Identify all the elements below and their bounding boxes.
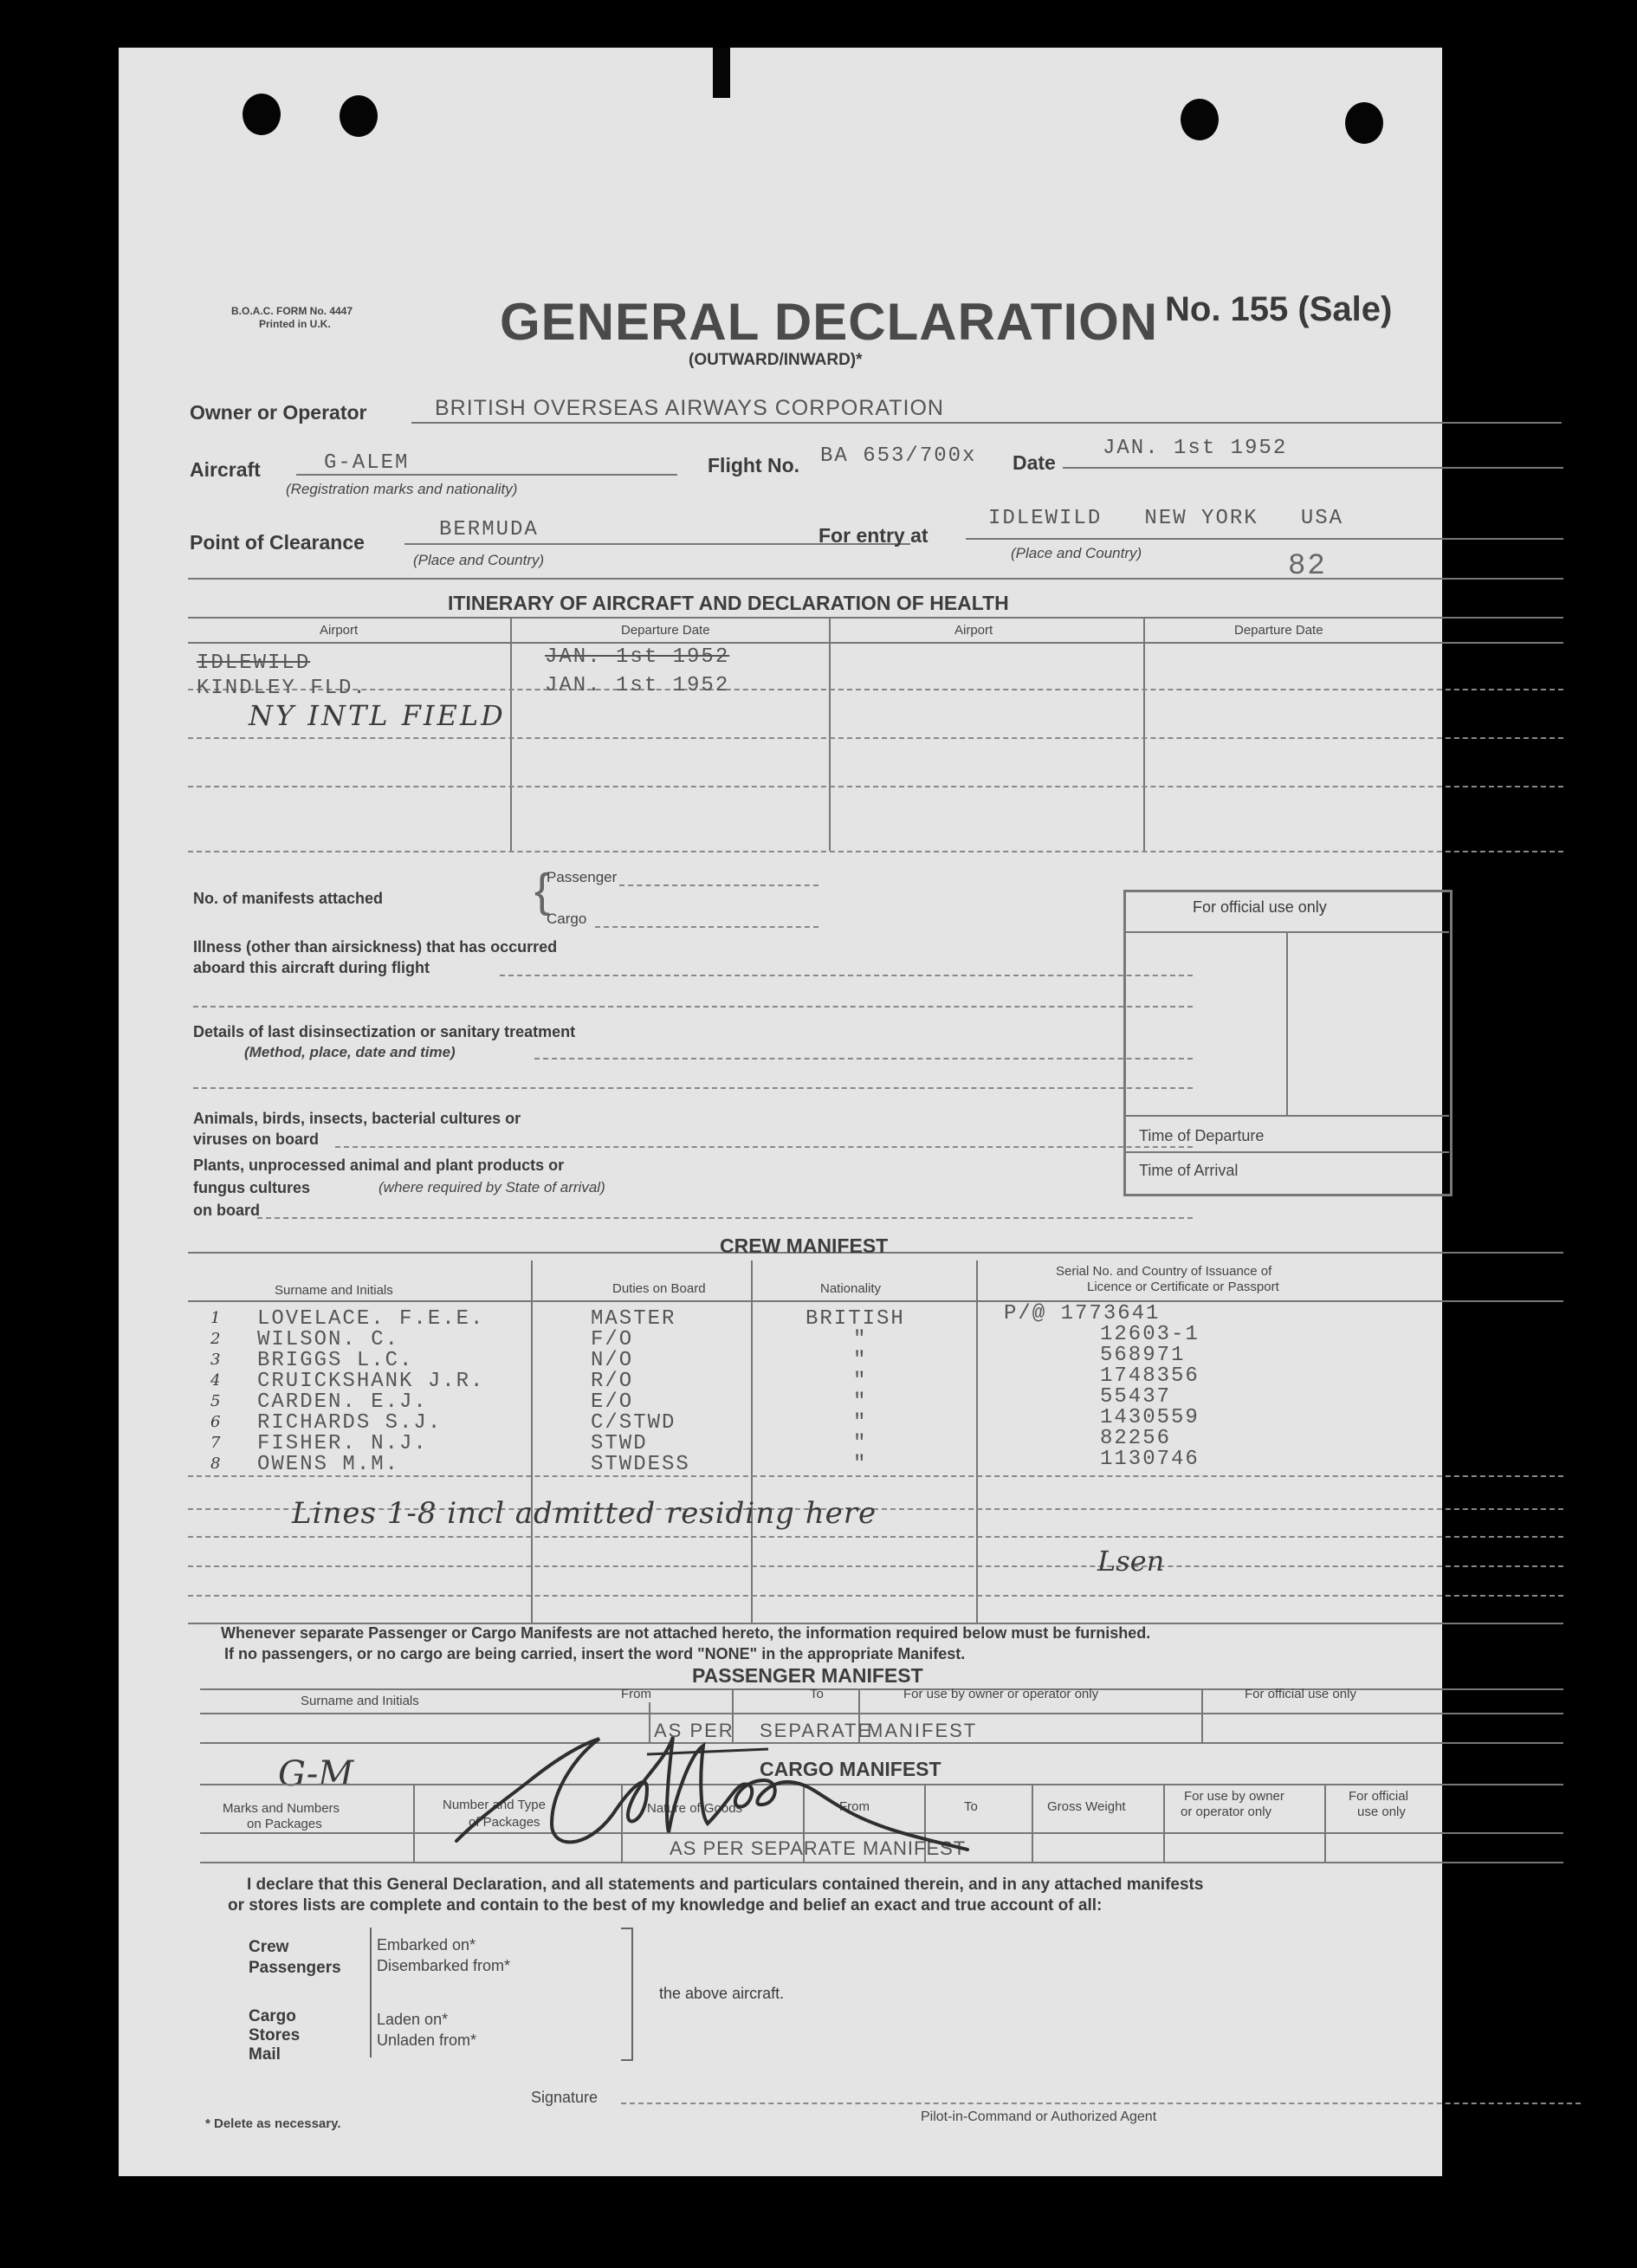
- table-row: [119, 1385, 1442, 1414]
- decl-mail: Mail: [249, 2045, 281, 2064]
- crew-nationality: ": [853, 1411, 868, 1435]
- form-number: B.O.A.C. FORM No. 4447: [231, 305, 353, 317]
- itinerary-row-rule-1: [188, 689, 1563, 690]
- decl-stores: Stores: [249, 2026, 301, 2044]
- aircraft-value: G-ALEM: [324, 451, 410, 475]
- animals-label-1: Animals, birds, insects, bacterial cultures or: [193, 1110, 521, 1127]
- crew-col-name: Surname and Initials: [275, 1283, 393, 1298]
- crew-name: RICHARDS S.J.: [257, 1411, 443, 1435]
- illness-label-2: aboard this aircraft during flight: [193, 959, 430, 976]
- entry-stamp-number: 82: [1288, 550, 1327, 583]
- crew-serial: 12603-1: [1100, 1323, 1200, 1346]
- date-label: Date: [1013, 451, 1056, 474]
- plants-label-1: Plants, unprocessed animal and plant products or: [193, 1157, 565, 1174]
- date-line: [1063, 467, 1563, 469]
- crew-rule-4: [188, 1565, 1563, 1567]
- crew-col-serial-2: Licence or Certificate or Passport: [1087, 1280, 1279, 1294]
- decl-passengers: Passengers: [249, 1959, 341, 1977]
- cargo-divider-7: [1324, 1784, 1326, 1863]
- crew-serial: 1130746: [1100, 1448, 1200, 1471]
- table-row: [119, 1302, 1442, 1331]
- manifest-notice-2: If no passengers, or no cargo are being carried, insert the word "NONE" in the appropriate Manifest.: [224, 1645, 966, 1662]
- illness-line-2: [193, 1006, 1193, 1008]
- owner-value: BRITISH OVERSEAS AIRWAYS CORPORATION: [435, 396, 944, 420]
- passenger-entry-separate: SEPARATE: [760, 1720, 873, 1741]
- itinerary-row1-airport: IDLEWILD: [197, 651, 311, 675]
- crew-col-nationality: Nationality: [820, 1281, 882, 1296]
- itinerary-col-airport-2: Airport: [954, 623, 993, 638]
- decl-unladen: Unladen from*: [377, 2031, 477, 2049]
- crew-nationality: ": [853, 1349, 868, 1372]
- passenger-entry-as-per: AS PER: [654, 1720, 734, 1741]
- cargo-col-marks-2: on Packages: [247, 1817, 322, 1831]
- crew-duty: R/O: [591, 1370, 634, 1393]
- cargo-col-number-2: of Packages: [469, 1815, 540, 1830]
- itinerary-col-airport: Airport: [320, 623, 359, 638]
- passenger-header-rule: [200, 1713, 1563, 1714]
- manifest-notice-1: Whenever separate Passenger or Cargo Manifests are not attached hereto, the information required below must be furnished.: [221, 1624, 1151, 1642]
- passenger-col-owner: For use by owner or operator only: [903, 1687, 1099, 1701]
- table-row: [119, 1344, 1442, 1372]
- clearance-hint: (Place and Country): [413, 552, 545, 568]
- cargo-col-owner-2: or operator only: [1181, 1805, 1272, 1819]
- aircraft-label: Aircraft: [190, 458, 261, 481]
- itinerary-handwritten-airport: NY INTL FIELD: [249, 699, 506, 732]
- crew-serial: 1430559: [1100, 1406, 1200, 1429]
- disinsect-line-1: [534, 1058, 1193, 1059]
- crew-header-rule: [188, 1300, 1563, 1302]
- crew-handwritten-note: Lines 1-8 incl admitted residing here: [292, 1496, 877, 1531]
- manifests-brace: {: [534, 865, 551, 917]
- itinerary-top-rule: [188, 578, 1563, 580]
- itinerary-header-rule: [188, 642, 1563, 644]
- passenger-entry-manifest: MANIFEST: [867, 1720, 978, 1741]
- crew-col-serial-1: Serial No. and Country of Issuance of: [1056, 1264, 1272, 1279]
- table-row: [119, 1448, 1442, 1476]
- crew-serial: 82256: [1100, 1427, 1172, 1450]
- itinerary-divider-1: [510, 617, 512, 851]
- crew-duty: MASTER: [591, 1307, 676, 1331]
- decl-disembarked: Disembarked from*: [377, 1957, 511, 1974]
- cargo-col-official-2: use only: [1357, 1805, 1406, 1819]
- itinerary-title: ITINERARY OF AIRCRAFT AND DECLARATION OF HEALTH: [448, 592, 1009, 614]
- passenger-manifest-title: PASSENGER MANIFEST: [692, 1664, 923, 1687]
- signature-line: [621, 2103, 1581, 2104]
- crew-nationality: ": [853, 1390, 868, 1414]
- flight-label: Flight No.: [708, 454, 800, 476]
- itinerary-row-rule-2: [188, 737, 1563, 739]
- owner-line: [411, 422, 1562, 424]
- table-row: [119, 1364, 1442, 1393]
- crew-serial: 568971: [1100, 1344, 1186, 1367]
- plants-label-3: on board: [193, 1202, 260, 1219]
- crew-serial: 1748356: [1100, 1364, 1200, 1388]
- punch-hole-left-1: [243, 94, 281, 135]
- footnote-delete: * Delete as necessary.: [205, 2116, 341, 2131]
- decl-crew: Crew: [249, 1938, 289, 1956]
- itinerary-row2-airport: KINDLEY FLD.: [197, 677, 367, 700]
- decl-above-aircraft: the above aircraft.: [659, 1985, 785, 2002]
- cargo-col-to: To: [964, 1799, 978, 1814]
- crew-title: CREW MANIFEST: [720, 1234, 889, 1257]
- form-title: GENERAL DECLARATION: [500, 293, 1159, 351]
- manifests-cargo-label: Cargo: [547, 910, 587, 927]
- owner-label: Owner or Operator: [190, 401, 367, 424]
- illness-line-1: [500, 975, 1193, 976]
- top-binding-notch: [713, 48, 730, 98]
- crew-row-number: 1: [210, 1309, 221, 1327]
- crew-nationality: BRITISH: [806, 1307, 905, 1331]
- itinerary-table: [188, 617, 1563, 852]
- form-subtitle: (OUTWARD/INWARD)*: [689, 351, 863, 369]
- crew-col-duties: Duties on Board: [612, 1281, 706, 1296]
- official-box-divider: [1286, 931, 1288, 1115]
- table-row: [119, 1323, 1442, 1351]
- table-row: [119, 1427, 1442, 1455]
- crew-duty: STWD: [591, 1432, 648, 1455]
- disinsect-line-2: [193, 1087, 1193, 1089]
- punch-hole-right-1: [1181, 99, 1219, 140]
- cargo-col-nature: Nature of Goods: [647, 1801, 743, 1816]
- crew-row-number: 7: [210, 1434, 221, 1452]
- crew-row-number: 6: [210, 1413, 221, 1431]
- punch-hole-left-2: [340, 95, 378, 137]
- handwritten-signature-mark: [448, 1728, 985, 1867]
- clearance-label: Point of Clearance: [190, 531, 365, 554]
- departure-rule: [1125, 1151, 1449, 1153]
- signature-role: Pilot-in-Command or Authorized Agent: [921, 2109, 1157, 2124]
- decl-laden: Laden on*: [377, 2011, 449, 2028]
- plants-line: [257, 1217, 1193, 1219]
- signature-label: Signature: [531, 2089, 599, 2106]
- decl-cargo: Cargo: [249, 2007, 296, 2025]
- passenger-divider-4: [1201, 1688, 1203, 1742]
- crew-rule-5: [188, 1595, 1563, 1597]
- passenger-col-official: For official use only: [1245, 1687, 1356, 1701]
- decl-left-brace: [370, 1928, 377, 2057]
- cargo-manifest-title: CARGO MANIFEST: [760, 1758, 941, 1780]
- official-use-title: For official use only: [1193, 898, 1327, 916]
- crew-nationality: ": [853, 1370, 868, 1393]
- cargo-col-marks-1: Marks and Numbers: [223, 1801, 340, 1816]
- form-number-sale: No. 155 (Sale): [1165, 290, 1393, 328]
- official-use-box: [1123, 890, 1453, 1196]
- cargo-col-gross: Gross Weight: [1047, 1799, 1126, 1814]
- crew-name: FISHER. N.J.: [257, 1432, 428, 1455]
- printed-in: Printed in U.K.: [259, 318, 331, 330]
- entry-hint: (Place and Country): [1011, 545, 1142, 561]
- manifests-label: No. of manifests attached: [193, 890, 384, 907]
- manifests-passenger-line: [619, 885, 818, 886]
- crew-duty: STWDESS: [591, 1453, 690, 1476]
- animals-line: [335, 1146, 1193, 1148]
- passenger-col-from: From: [621, 1687, 651, 1701]
- cargo-handwritten-registration: G-M: [278, 1754, 354, 1794]
- itinerary-row1-date: JAN. 1st 1952: [545, 645, 730, 669]
- crew-row-number: 4: [210, 1371, 221, 1390]
- official-box-rule: [1125, 1115, 1449, 1117]
- decl-right-brace: [621, 1928, 633, 2061]
- declaration-line-1: I declare that this General Declaration, and all statements and particulars contained therein, and in any attached manifests: [247, 1876, 1204, 1894]
- crew-handwritten-initials: Lsen: [1097, 1545, 1165, 1578]
- crew-name: LOVELACE. F.E.E.: [257, 1307, 485, 1331]
- crew-duty: C/STWD: [591, 1411, 676, 1435]
- date-value: JAN. 1st 1952: [1103, 437, 1288, 460]
- crew-name: CRUICKSHANK J.R.: [257, 1370, 485, 1393]
- itinerary-divider-2: [829, 617, 831, 851]
- declaration-form-sheet: [119, 48, 1442, 2176]
- declaration-line-2: or stores lists are complete and contain to the best of my knowledge and belief an exact and true account of all:: [228, 1896, 1103, 1915]
- crew-name: CARDEN. E.J.: [257, 1390, 428, 1414]
- passenger-col-name: Surname and Initials: [301, 1694, 419, 1708]
- itinerary-row-rule-3: [188, 786, 1563, 787]
- crew-serial: 55437: [1100, 1385, 1172, 1409]
- plants-label-2: fungus cultures: [193, 1179, 311, 1196]
- passenger-col-to: To: [810, 1687, 824, 1701]
- illness-label-1: Illness (other than airsickness) that has occurred: [193, 938, 558, 956]
- cargo-divider-5: [1032, 1784, 1033, 1863]
- plants-hint: (where required by State of arrival): [379, 1179, 605, 1196]
- crew-row-number: 2: [210, 1330, 221, 1348]
- itinerary-col-departure: Departure Date: [621, 623, 710, 638]
- crew-nationality: ": [853, 1453, 868, 1476]
- entry-value: IDLEWILD NEW YORK USA: [988, 507, 1344, 530]
- crew-duty: E/O: [591, 1390, 634, 1414]
- crew-nationality: ": [853, 1328, 868, 1351]
- itinerary-col-departure-2: Departure Date: [1234, 623, 1323, 638]
- crew-duty: N/O: [591, 1349, 634, 1372]
- crew-name: OWENS M.M.: [257, 1453, 400, 1476]
- manifests-passenger-label: Passenger: [547, 869, 618, 885]
- cargo-col-from: From: [839, 1799, 870, 1814]
- cargo-col-owner-1: For use by owner: [1184, 1789, 1284, 1804]
- cargo-divider-6: [1163, 1784, 1165, 1863]
- entry-line: [966, 538, 1563, 540]
- crew-nationality: ": [853, 1432, 868, 1455]
- crew-duty: F/O: [591, 1328, 634, 1351]
- crew-serial: P/@ 1773641: [1004, 1302, 1161, 1325]
- crew-name: BRIGGS L.C.: [257, 1349, 414, 1372]
- crew-name: WILSON. C.: [257, 1328, 400, 1351]
- clearance-value: BERMUDA: [439, 518, 539, 541]
- time-of-departure-label: Time of Departure: [1139, 1127, 1265, 1144]
- manifests-cargo-line: [595, 926, 818, 928]
- punch-hole-right-2: [1345, 102, 1383, 144]
- cargo-divider-1: [413, 1784, 415, 1863]
- time-of-arrival-label: Time of Arrival: [1139, 1162, 1239, 1179]
- passenger-top-rule: [200, 1688, 1563, 1690]
- animals-label-2: viruses on board: [193, 1131, 320, 1148]
- aircraft-line: [296, 474, 677, 476]
- decl-embarked: Embarked on*: [377, 1936, 476, 1954]
- itinerary-divider-3: [1143, 617, 1145, 851]
- flight-value: BA 653/700x: [820, 444, 977, 468]
- crew-row-number: 5: [210, 1392, 221, 1410]
- cargo-col-official-1: For official: [1349, 1789, 1408, 1804]
- table-row: [119, 1406, 1442, 1435]
- cargo-entry: AS PER SEPARATE MANIFEST: [670, 1837, 967, 1859]
- aircraft-hint: (Registration marks and nationality): [286, 481, 518, 497]
- crew-rule-3: [188, 1536, 1563, 1538]
- itinerary-row2-date: JAN. 1st 1952: [545, 674, 730, 697]
- crew-row-number: 3: [210, 1351, 221, 1369]
- disinsect-label-2: (Method, place, date and time): [244, 1044, 456, 1060]
- crew-row-number: 8: [210, 1455, 221, 1473]
- cargo-col-number-1: Number and Type: [443, 1798, 546, 1812]
- disinsect-label-1: Details of last disinsectization or sanitary treatment: [193, 1023, 576, 1040]
- crew-rule-1: [188, 1475, 1563, 1477]
- entry-label: For entry at: [818, 524, 928, 547]
